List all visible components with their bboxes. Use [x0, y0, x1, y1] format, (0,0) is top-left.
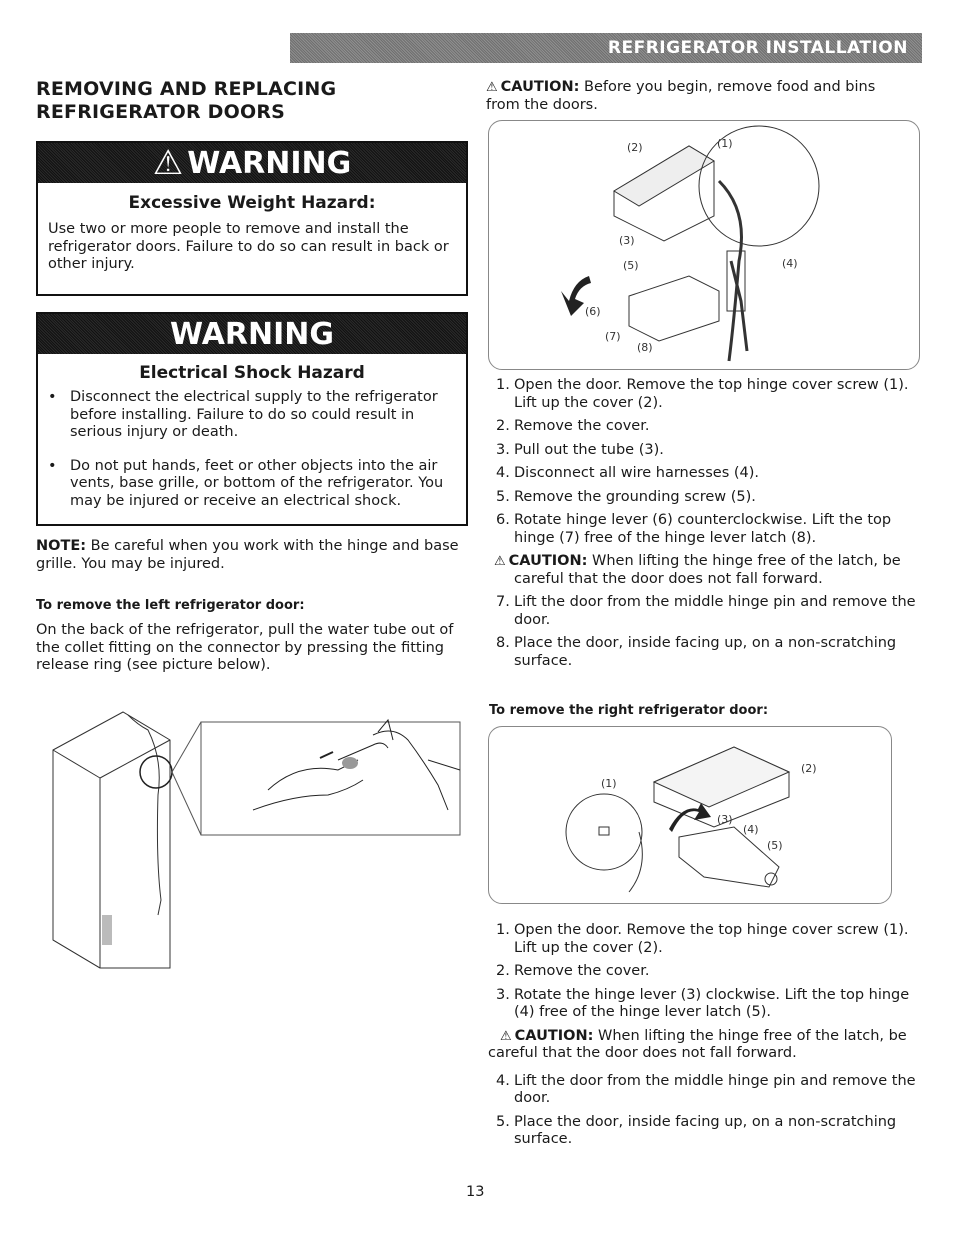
step-item: 3. Pull out the tube (3).	[496, 441, 664, 458]
step-item: 1. Open the door. Remove the top hinge cover screw (1). Lift up the cover (2).	[496, 377, 909, 411]
left-hinge-diagram	[489, 121, 921, 371]
hazard-title: Electrical Shock Hazard	[139, 363, 365, 383]
step-item: 2. Remove the cover.	[496, 418, 650, 434]
caution-triangle-icon: ⚠	[494, 554, 506, 569]
page-title-line2: REFRIGERATOR DOORS	[36, 101, 286, 123]
warning-triangle-icon: ⚠	[152, 143, 184, 183]
page-title	[36, 78, 456, 124]
weight-warning-box	[36, 141, 468, 296]
page-number: 13	[466, 1184, 485, 1200]
fig2-label-5: (5)	[767, 839, 783, 852]
fig2-label-2: (2)	[801, 762, 817, 775]
fig1-label-1: (1)	[717, 137, 733, 150]
right-hinge-figure	[488, 726, 892, 904]
hazard-bullet: • Disconnect the electrical supply to the refrigerator before installing. Failure to do so could result in serious injury or death.	[38, 389, 466, 442]
caution-text: Before you begin, remove food and bins from the doors.	[486, 79, 876, 113]
left-door-steps	[484, 377, 920, 676]
right-door-heading: To remove the right refrigerator door:	[489, 703, 769, 718]
right-caution: ⚠ CAUTION: When lifting the hinge free of the latch, be careful that the door does not fall forward.	[488, 1027, 907, 1061]
mid-caution: ⚠ CAUTION: When lifting the hinge free of the latch, be careful that the door does not fall forward.	[494, 553, 901, 587]
step-item: 1. Open the door. Remove the top hinge cover screw (1). Lift up the cover (2).	[496, 922, 909, 956]
step-item: 2. Remove the cover.	[496, 963, 650, 979]
caution-label: CAUTION:	[500, 79, 580, 95]
caution-triangle-icon: ⚠	[486, 80, 498, 95]
step-item: 4. Lift the door from the middle hinge pin and remove the door.	[496, 1072, 916, 1106]
hazard-bullet: • Do not put hands, feet or other objects into the air vents, base grille, or bottom of the refrigerator. You may be injured or receive an electrical shock.	[38, 458, 466, 511]
warning-header	[38, 143, 466, 183]
step-item: 5. Remove the grounding screw (5).	[496, 488, 756, 505]
warning-heading: WARNING	[187, 145, 352, 181]
caution-triangle-icon: ⚠	[500, 1028, 512, 1044]
fig2-label-1: (1)	[601, 777, 617, 790]
hazard-title: Excessive Weight Hazard:	[128, 193, 376, 213]
step-item: 7. Lift the door from the middle hinge pin and remove the door.	[496, 594, 916, 628]
step-item: 8. Place the door, inside facing up, on a non-scratching surface.	[496, 635, 897, 669]
hazard-text: Use two or more people to remove and install the refrigerator doors. Failure to do so can result in back or other injury.	[48, 221, 449, 272]
fig1-label-5: (5)	[623, 259, 639, 272]
warning-header	[38, 314, 466, 354]
right-door-steps	[484, 922, 920, 1155]
fig2-label-3: (3)	[717, 813, 733, 826]
fig1-label-6: (6)	[585, 305, 601, 318]
step-item: 4. Disconnect all wire harnesses (4).	[496, 465, 760, 481]
fig1-label-4: (4)	[782, 257, 798, 270]
page-title-line1: REMOVING AND REPLACING	[36, 78, 337, 100]
step-item: 3. Rotate the hinge lever (3) clockwise. Lift the top hinge (4) free of the hinge lever latch (5).	[496, 986, 910, 1020]
section-banner: REFRIGERATOR INSTALLATION	[290, 33, 922, 63]
top-caution	[486, 79, 906, 114]
fig1-label-8: (8)	[637, 341, 653, 354]
step-item: 5. Place the door, inside facing up, on a non-scratching surface.	[496, 1113, 897, 1147]
water-tube-illustration	[28, 700, 464, 970]
shock-warning-box	[36, 312, 468, 526]
note-text: Be careful when you work with the hinge and base grille. You may be injured.	[36, 538, 459, 572]
left-hinge-figure	[488, 120, 920, 370]
warning-heading: WARNING	[169, 316, 335, 352]
right-hinge-diagram	[489, 727, 893, 905]
fig1-label-7: (7)	[605, 330, 621, 343]
fig1-label-3: (3)	[619, 234, 635, 247]
note-label: NOTE:	[36, 538, 87, 554]
fig2-label-4: (4)	[743, 823, 759, 836]
fig1-label-2: (2)	[627, 141, 643, 154]
left-door-heading: To remove the left refrigerator door:	[36, 598, 305, 613]
step-item: 6. Rotate hinge lever (6) counterclockwise. Lift the top hinge (7) free of the hinge lever latch (8).	[496, 512, 892, 546]
note-paragraph	[36, 538, 466, 573]
left-door-text: On the back of the refrigerator, pull the water tube out of the collet fitting on the connector by pressing the fitting release ring (see picture below).	[36, 622, 454, 673]
